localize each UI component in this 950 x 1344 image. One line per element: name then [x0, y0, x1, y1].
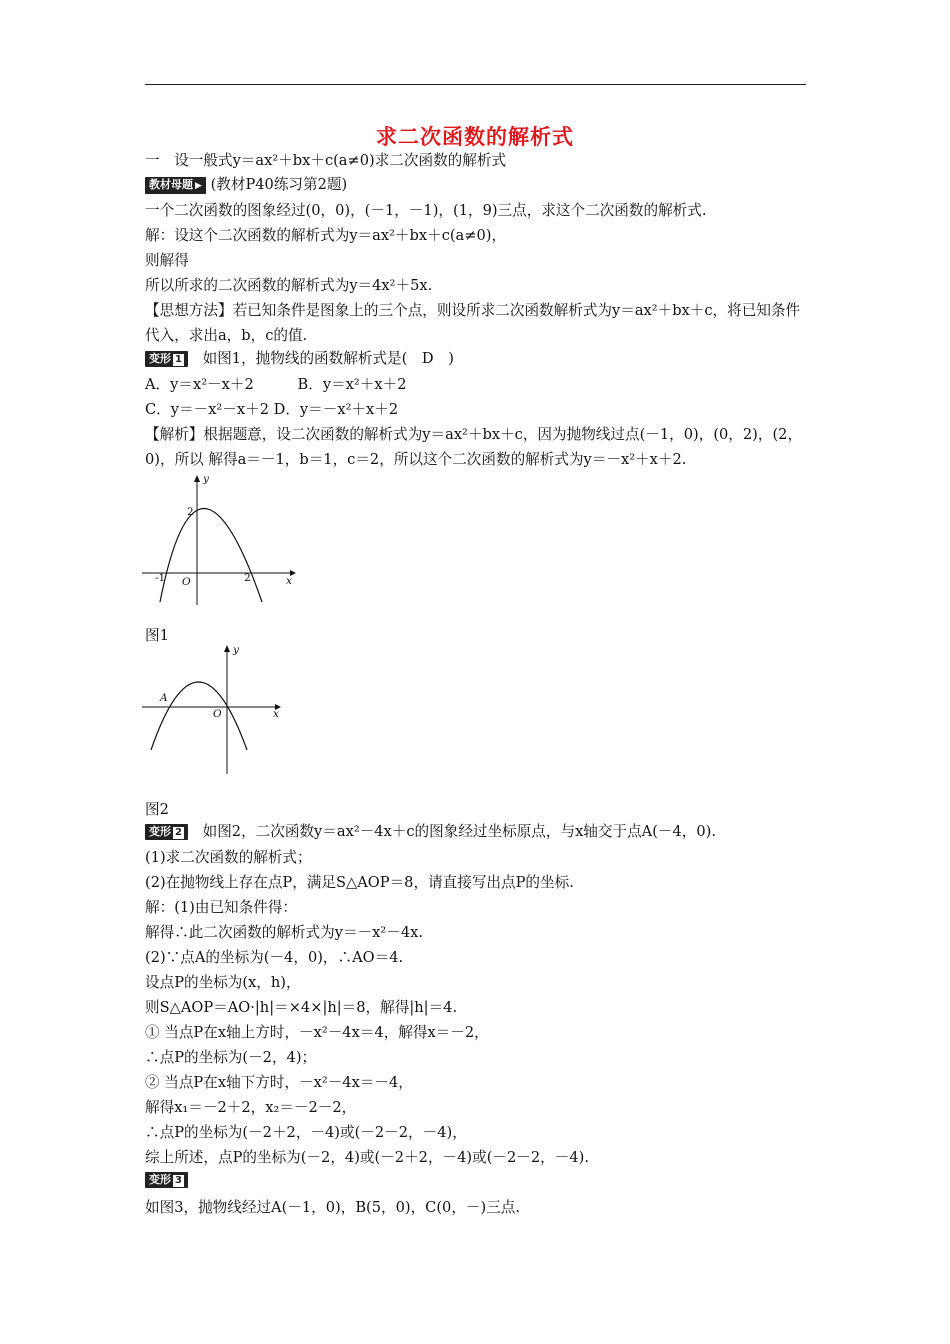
- v2-line: 综上所述，点P的坐标为(－2，4)或(－2＋2，－4)或(－2－2，－4).: [145, 1149, 589, 1166]
- v2-line: (2)∵点A的坐标为(－4，0)，∴AO＝4.: [145, 949, 404, 966]
- method-text: 【思想方法】若已知条件是图象上的三个点，则设所求二次函数解析式为y＝ax²＋bx＋c，将已知条件代入，求出a，b，c的值.: [145, 302, 801, 344]
- variant-badge-2: 变形 2: [145, 824, 188, 840]
- textbook-ref-line: [145, 175, 347, 195]
- options-ab: A．y＝x²－x＋2 B．y＝x²＋x＋2: [145, 376, 407, 393]
- header-rule: [145, 84, 806, 85]
- variant-badge-1: 变形 1: [145, 351, 188, 367]
- variant-1-question: [145, 349, 454, 369]
- fig2-x-label: x: [273, 708, 279, 720]
- v2-line: 解得x₁＝－2＋2，x₂＝－2－2，: [145, 1099, 357, 1116]
- textbook-badge: 教材母题 ▶: [145, 177, 206, 194]
- fig2-y-arrow-icon: [224, 645, 230, 652]
- v2-line: (2)在抛物线上存在点P，满足S△AOP＝8，请直接写出点P的坐标.: [145, 874, 574, 891]
- fig1-origin-label: O: [182, 576, 191, 588]
- v2-line: 解：(1)由已知条件得：: [145, 899, 298, 916]
- fig2-origin-label: O: [213, 708, 222, 720]
- variant-badge-3: 变形 3: [145, 1172, 188, 1188]
- fig1-root-2-label: 2: [244, 572, 251, 584]
- fig1-parabola: [160, 509, 262, 603]
- fig2-y-label: y: [233, 644, 239, 656]
- fig1-x-label: x: [286, 575, 292, 587]
- variant-2-text: 如图2，二次函数y＝ax²－4x＋c的图象经过坐标原点，与x轴交于点A(－4，0).: [202, 823, 717, 840]
- figure-1-caption: 图1: [145, 627, 169, 644]
- v2-line: ∴点P的坐标为(－2，4)；: [145, 1049, 317, 1066]
- v2-line: 设点P的坐标为(x，h)，: [145, 974, 301, 991]
- variant-1-analysis: 【解析】根据题意，设二次函数的解析式为y＝ax²＋bx＋c，因为抛物线过点(－1，0)，(0，2)，(2，0)，所以 解得a＝－1，b＝1，c＝2，所以这个二次函数的解析式为y＝－x²＋x＋2.: [145, 426, 803, 468]
- v2-line: ∴点P的坐标为(－2＋2，－4)或(－2－2，－4)，: [145, 1124, 467, 1141]
- figure-2: [140, 640, 290, 780]
- solution-line-3: 所以所求的二次函数的解析式为y＝4x²＋5x.: [145, 277, 433, 294]
- variant-1-text: 如图1，抛物线的函数解析式是( D ): [202, 350, 454, 367]
- v2-line: ② 当点P在x轴下方时，－x²－4x＝－4，: [145, 1074, 413, 1091]
- page-title: 求二次函数的解析式: [376, 124, 574, 149]
- fig1-y-arrow-icon: [194, 475, 200, 482]
- v2-line: 则S△AOP＝AO·|h|＝×4×|h|＝8，解得|h|＝4.: [145, 999, 458, 1016]
- solution-line-1: 解：设这个二次函数的解析式为y＝ax²＋bx＋c(a≠0)，: [145, 227, 507, 244]
- fig1-root-neg1-label: -1: [155, 572, 166, 584]
- solution-line-2: 则解得: [145, 252, 189, 269]
- options-cd: C．y＝－x²－x＋2 D．y＝－x²＋x＋2: [145, 401, 399, 418]
- problem-text: 一个二次函数的图象经过(0，0)，(－1，－1)，(1，9)三点，求这个二次函数的解析式.: [145, 202, 707, 219]
- variant-2-question: [145, 822, 716, 842]
- v2-line: (1)求二次函数的解析式；: [145, 849, 312, 866]
- textbook-ref: (教材P40练习第2题): [210, 176, 348, 193]
- fig2-point-a-label: A: [160, 692, 168, 704]
- v2-line: 解得∴此二次函数的解析式为y＝－x²－4x.: [145, 924, 423, 941]
- play-icon: ▶: [195, 180, 202, 191]
- v2-line: ① 当点P在x轴上方时，－x²－4x＝4，解得x＝－2，: [145, 1024, 489, 1041]
- section-heading: 一 设一般式y＝ax²＋bx＋c(a≠0)求二次函数的解析式: [145, 152, 507, 169]
- figure-1: [140, 470, 305, 610]
- fig1-y-label: y: [203, 473, 209, 485]
- fig1-y-intercept-label: 2: [187, 506, 194, 518]
- variant-3-header: [145, 1170, 188, 1190]
- variant-3-question: 如图3，抛物线经过A(－1，0)，B(5，0)，C(0，－)三点.: [145, 1199, 521, 1216]
- figure-2-caption: 图2: [145, 801, 169, 818]
